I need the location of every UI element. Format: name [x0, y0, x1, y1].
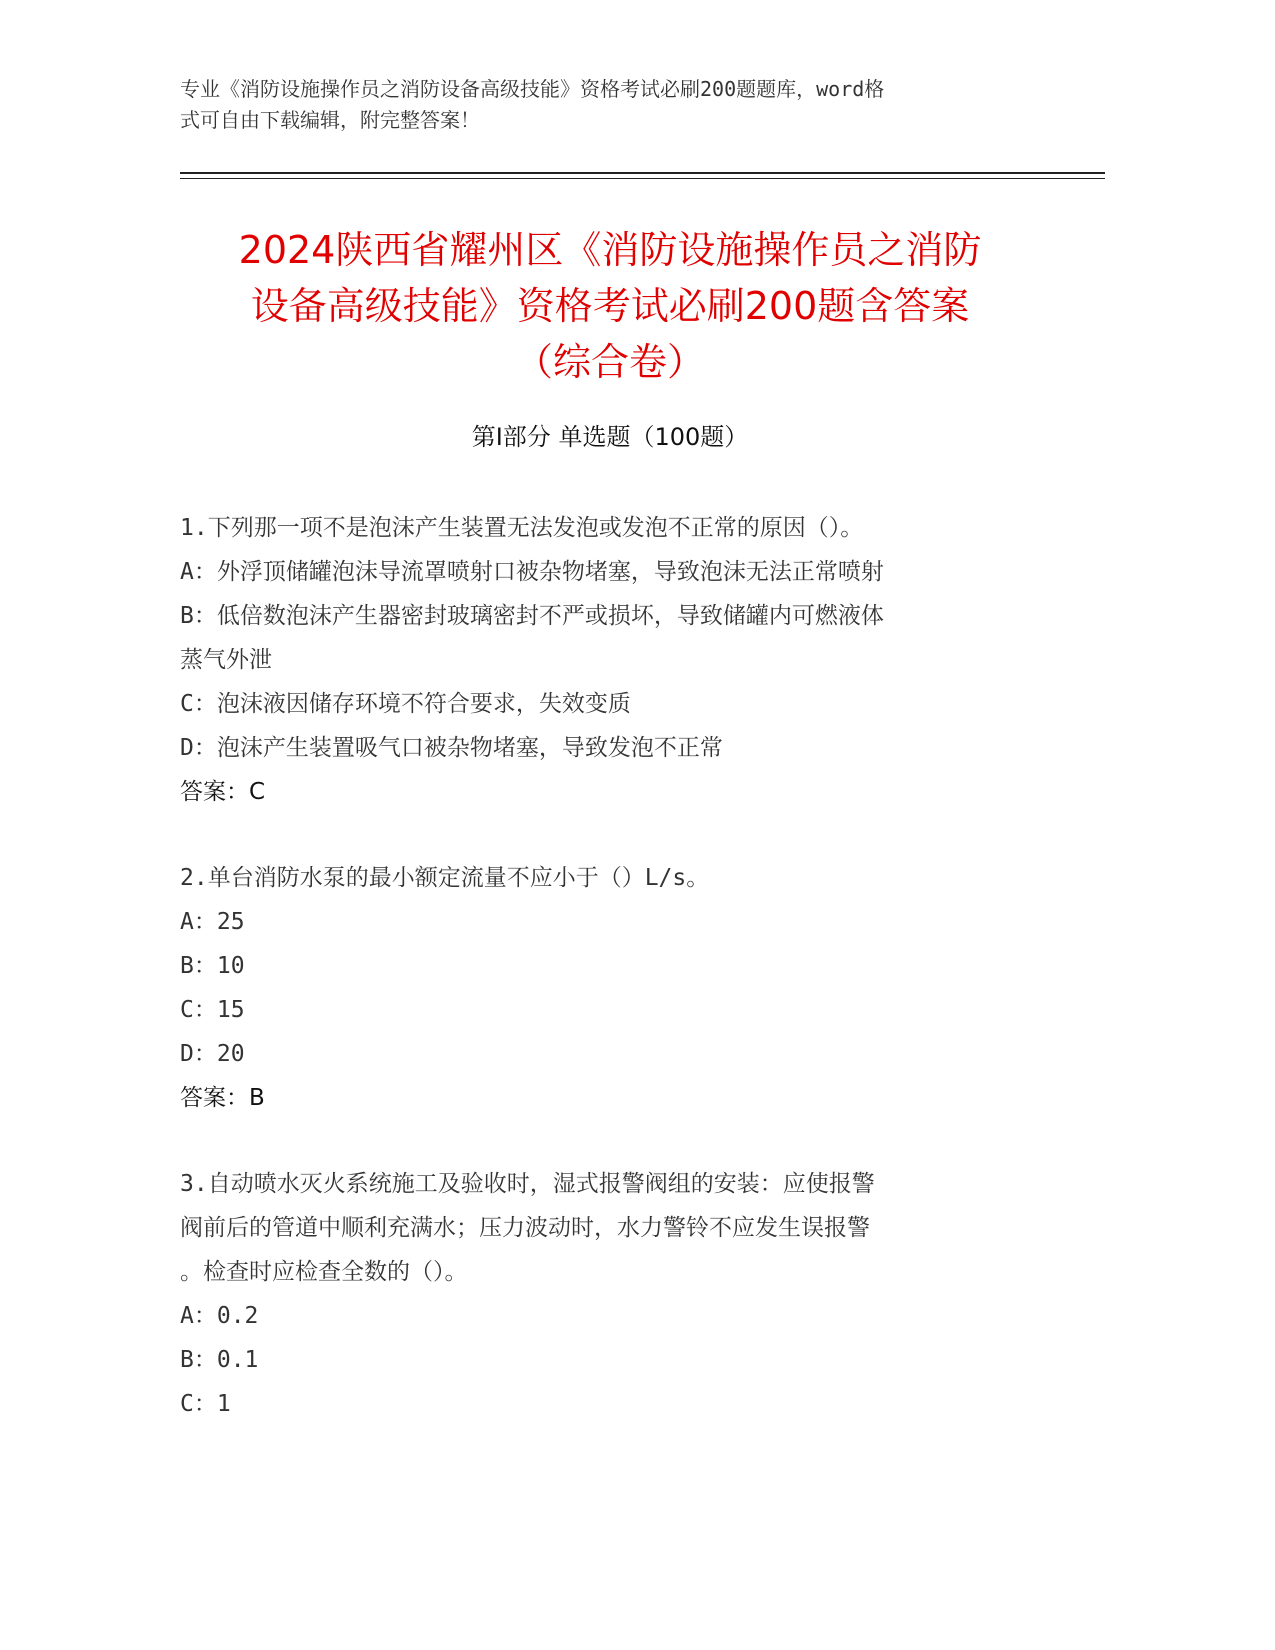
header-divider-thick — [180, 172, 1105, 174]
document-title-line-2: 设备高级技能》资格考试必刷200题含答案 — [250, 284, 970, 328]
document-title-line-3: （综合卷） — [514, 340, 705, 384]
question-stem: 2.单台消防水泵的最小额定流量不应小于（）L/s。 — [180, 865, 710, 891]
option-c: C：泡沫液因储存环境不符合要求，失效变质 — [180, 691, 631, 717]
option-c: C：1 — [180, 1391, 231, 1417]
option-b: B：低倍数泡沫产生器密封玻璃密封不严或损坏，导致储罐内可燃液体 — [180, 603, 884, 629]
question-stem: 1.下列那一项不是泡沫产生装置无法发泡或发泡不正常的原因（）。 — [180, 515, 864, 541]
document-title — [170, 222, 1050, 390]
answer-label: 答案：C — [180, 779, 266, 805]
option-b: B：10 — [180, 953, 245, 979]
header-note-line-2: 式可自由下载编辑，附完整答案！ — [180, 108, 480, 132]
header-note — [180, 74, 1040, 136]
option-d: D：泡沫产生装置吸气口被杂物堵塞，导致发泡不正常 — [180, 735, 723, 761]
option-a: A：0.2 — [180, 1303, 259, 1329]
question-item — [180, 1162, 1040, 1426]
document-title-line-1: 2024陕西省耀州区《消防设施操作员之消防 — [238, 228, 982, 272]
option-a: A：外浮顶储罐泡沫导流罩喷射口被杂物堵塞，导致泡沫无法正常喷射 — [180, 559, 884, 585]
header-note-line-1: 专业《消防设施操作员之消防设备高级技能》资格考试必刷200题题库，word格 — [180, 77, 885, 101]
question-stem-continued: 阀前后的管道中顺利充满水；压力波动时，水力警铃不应发生误报警 — [180, 1215, 870, 1241]
question-stem: 3.自动喷水灭火系统施工及验收时，湿式报警阀组的安装：应使报警 — [180, 1171, 875, 1197]
option-b: B：0.1 — [180, 1347, 259, 1373]
question-stem-continued: 。检查时应检查全数的（）。 — [180, 1259, 468, 1285]
question-item — [180, 856, 1040, 1120]
option-d: D：20 — [180, 1041, 245, 1067]
option-a: A：25 — [180, 909, 245, 935]
question-item — [180, 506, 1040, 814]
question-list — [180, 506, 1040, 1468]
header-divider-thin — [180, 178, 1105, 179]
option-c: C：15 — [180, 997, 245, 1023]
section-title: 第I部分 单选题（100题） — [471, 423, 749, 451]
option-b-continued: 蒸气外泄 — [180, 647, 272, 673]
answer-label: 答案：B — [180, 1085, 265, 1111]
